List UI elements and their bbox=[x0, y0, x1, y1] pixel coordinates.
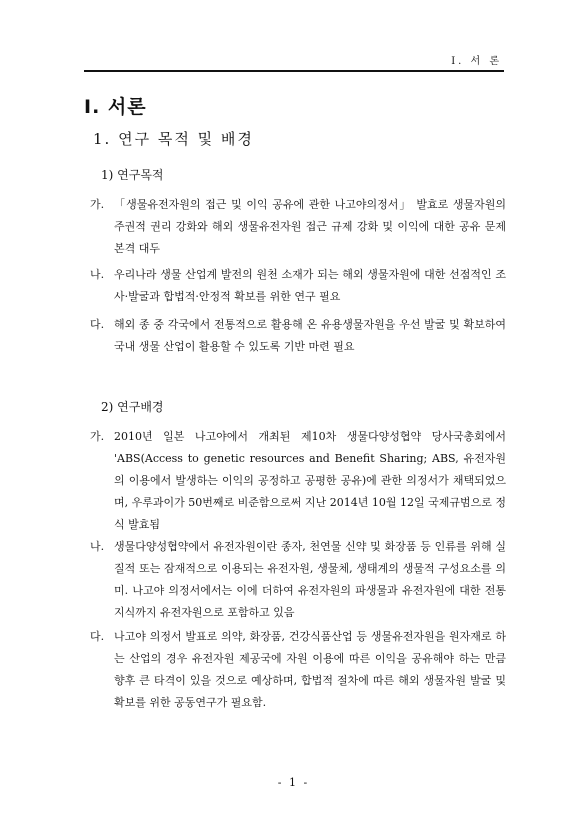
item-marker: 가. bbox=[90, 198, 105, 211]
background-item bbox=[90, 426, 506, 536]
item-marker: 다. bbox=[90, 630, 105, 643]
item-text: 「생물유전자원의 접근 및 이익 공유에 관한 나고야의정서」 발효로 생물자원의 주권적 권리 강화와 해외 생물유전자원 접근 규제 강화 및 이익에 대한 공유 문제 본격 대두 bbox=[114, 198, 506, 255]
background-item bbox=[90, 626, 506, 714]
background-item bbox=[90, 536, 506, 624]
purpose-item bbox=[90, 264, 506, 308]
item-text: 생물다양성협약에서 유전자원이란 종자, 천연물 신약 및 화장품 등 인류를 위해 실질적 또는 잠재적으로 이용되는 유전자원, 생물체, 생태계의 생물적 구성요소를 의미. 나고야 의정서에서는 이에 더하여 유전자원의 파생물과 유전자원에 대한 전통지식까지 유전자원으로 포함하고 있음 bbox=[114, 540, 506, 619]
running-header: I. 서 론 bbox=[451, 56, 502, 67]
background-heading: 2) 연구배경 bbox=[101, 400, 164, 414]
item-marker: 나. bbox=[90, 268, 105, 281]
chapter-title: Ⅰ. 서론 bbox=[84, 96, 147, 118]
page-number: - 1 - bbox=[277, 776, 310, 789]
item-text: 해외 종 중 각국에서 전통적으로 활용해 온 유용생물자원을 우선 발굴 및 확보하여 국내 생물 산업이 활용할 수 있도록 기반 마련 필요 bbox=[114, 318, 506, 353]
item-text: 나고야 의정서 발표로 의약, 화장품, 건강식품산업 등 생물유전자원을 원자재로 하는 산업의 경우 유전자원 제공국에 자원 이용에 따른 이익을 공유해야 하는 만큼 향후 큰 타격이 있을 것으로 예상하며, 합법적 절차에 따른 해외 생물자원 발굴 및 확보를 위한 공동연구가 필요함. bbox=[114, 630, 506, 709]
header-rule bbox=[84, 70, 504, 72]
purpose-heading: 1) 연구목적 bbox=[101, 168, 164, 182]
item-text: 우리나라 생물 산업계 발전의 원천 소재가 되는 해외 생물자원에 대한 선점적인 조사·발굴과 합법적·안정적 확보를 위한 연구 필요 bbox=[114, 268, 506, 303]
item-marker: 가. bbox=[90, 430, 105, 443]
item-marker: 다. bbox=[90, 318, 105, 331]
purpose-item bbox=[90, 314, 506, 358]
item-text: 2010년 일본 나고야에서 개최된 제10차 생물다양성협약 당사국총회에서 'ABS(Access to genetic resources and Benefit Sharing; ABS, 유전자원의 이용에서 발생하는 이익의 공정하고 공평한 공유)에 관한 의정서가 채택되었으며, 우루과이가 50번째로 비준함으로써 지난 2014년 10월 12일 국제규범으로 정식 발효됨 bbox=[114, 430, 506, 531]
item-marker: 나. bbox=[90, 540, 105, 553]
section-title: 1. 연구 목적 및 배경 bbox=[93, 130, 254, 148]
purpose-item bbox=[90, 194, 506, 260]
